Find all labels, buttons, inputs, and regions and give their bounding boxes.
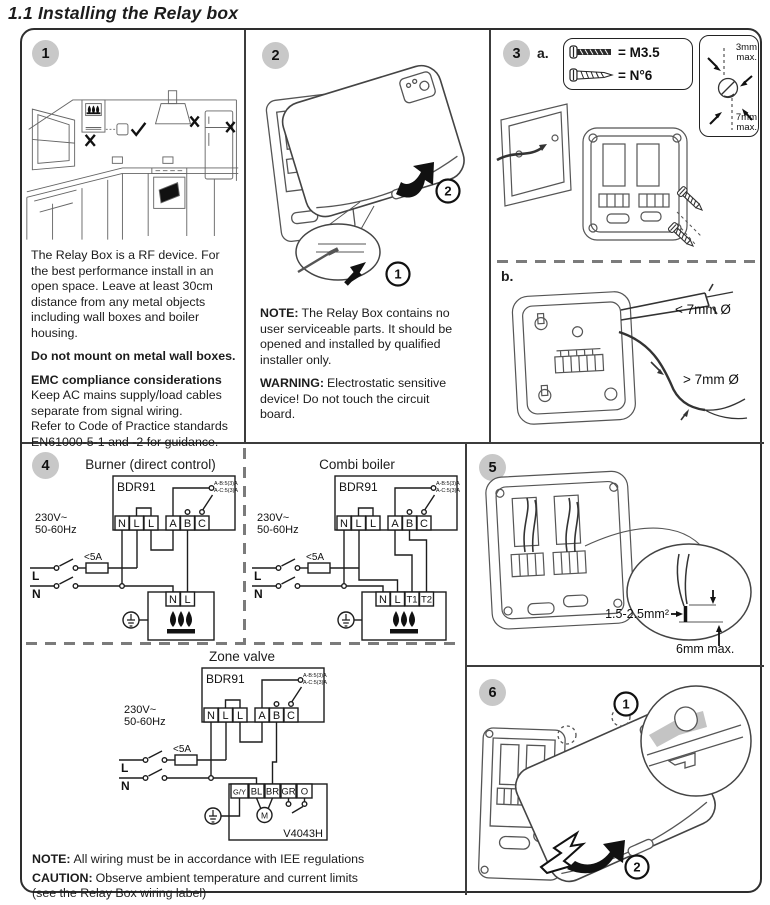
- combi-diagram-title: Combi boiler: [319, 457, 395, 472]
- panel1-text: [31, 248, 237, 458]
- zone-diagram-title: Zone valve: [208, 649, 276, 664]
- note-paragraph: NOTE: The Relay Box contains no user serviceable parts. It should be opened and installed by qualified installer only.: [260, 306, 453, 367]
- emc-paragraph-2: Refer to Code of Practice standards EN61000-5-1 and -2 for guidance.: [31, 419, 228, 449]
- svg-text:L: L: [184, 594, 191, 606]
- burner-combi-separator: [243, 448, 246, 642]
- svg-text:50-60Hz: 50-60Hz: [257, 524, 299, 536]
- svg-text:230V~: 230V~: [35, 512, 68, 524]
- panel-1: [22, 30, 244, 449]
- kitchen-illustration: [25, 68, 241, 244]
- svg-text:50-60Hz: 50-60Hz: [35, 524, 77, 536]
- svg-text:2: 2: [444, 183, 452, 199]
- wiring-caution-2: (see the Relay Box wiring label): [32, 886, 207, 900]
- wiring-diagram-combi: [250, 470, 465, 642]
- load-flame-icon: [390, 611, 418, 634]
- big-cable-label: > 7mm Ø: [683, 372, 739, 387]
- svg-text:L: L: [222, 710, 229, 722]
- svg-text:L: L: [394, 594, 401, 606]
- zone-valve-separator: [26, 642, 456, 645]
- step-badge-4: 4: [32, 452, 59, 479]
- svg-text:L: L: [133, 518, 140, 530]
- section-a-label: a.: [537, 45, 549, 61]
- strip-length-label: 6mm max.: [676, 642, 735, 656]
- svg-text:N: N: [121, 779, 130, 793]
- wood-screw-label: = N°6: [618, 68, 653, 83]
- svg-text:BDR91: BDR91: [117, 480, 156, 494]
- svg-text:L: L: [32, 569, 40, 583]
- ok-checkmark-icon: [132, 123, 146, 135]
- svg-text:<5A: <5A: [84, 552, 103, 563]
- svg-text:50-60Hz: 50-60Hz: [124, 716, 166, 728]
- svg-text:A-B:5(3)A: A-B:5(3)A: [436, 481, 460, 487]
- instruction-board: [20, 28, 762, 900]
- relay-box-close-illustration: [471, 671, 763, 893]
- svg-text:BR: BR: [265, 786, 280, 798]
- step-circle-1: [615, 693, 638, 716]
- svg-text:O: O: [300, 786, 309, 798]
- svg-text:A-C:5(3)A: A-C:5(3)A: [436, 488, 460, 494]
- svg-text:M: M: [260, 810, 269, 821]
- oven-icon: [152, 168, 187, 208]
- svg-text:N: N: [32, 587, 41, 601]
- svg-text:L: L: [236, 710, 244, 722]
- svg-text:A-B:5(3)A: A-B:5(3)A: [214, 481, 238, 487]
- svg-text:max.: max.: [736, 52, 757, 63]
- screw-depth-detail: [699, 35, 759, 137]
- svg-text:B: B: [272, 710, 281, 722]
- wire-strip-detail: [627, 544, 751, 640]
- warning-label: WARNING:: [260, 376, 325, 390]
- svg-text:C: C: [420, 518, 428, 530]
- svg-text:1: 1: [394, 266, 402, 282]
- svg-text:BDR91: BDR91: [206, 672, 245, 686]
- svg-text:L: L: [147, 518, 155, 530]
- no-metal-warning: Do not mount on metal wall boxes.: [31, 349, 236, 363]
- fridge-icon: [205, 111, 233, 179]
- earth-icon: [205, 798, 240, 824]
- svg-text:max.: max.: [736, 122, 757, 133]
- svg-text:B: B: [183, 518, 192, 530]
- step-badge-5: 5: [479, 454, 506, 481]
- step-badge-1: 1: [32, 40, 59, 67]
- svg-text:T1: T1: [406, 594, 418, 606]
- wiring-caution: CAUTION: Observe ambient temperature and current limits: [32, 871, 358, 885]
- emc-paragraph-1: Keep AC mains supply/load cables separate from signal wiring.: [31, 388, 222, 418]
- panel-6: [467, 667, 764, 895]
- wiring-diagram-burner: [28, 470, 243, 642]
- no-mount-x-icon: [86, 135, 95, 146]
- earth-icon: [338, 612, 362, 628]
- earth-icon: [123, 612, 148, 628]
- panel-2: [246, 30, 489, 442]
- step-circle-2: [626, 856, 649, 879]
- svg-text:A: A: [391, 518, 399, 530]
- svg-text:7mm: 7mm: [735, 112, 757, 123]
- step-badge-6: 6: [479, 679, 506, 706]
- no-mount-x-icon: [190, 116, 198, 126]
- relay-box-icon: [117, 124, 128, 135]
- step-badge-3: 3: [503, 40, 530, 67]
- wiring-notes: [32, 852, 457, 905]
- panel-4: [22, 444, 465, 900]
- svg-text:A-C:5(3)A: A-C:5(3)A: [303, 680, 327, 686]
- cable-entry-illustration: [493, 280, 761, 438]
- svg-text:BDR91: BDR91: [339, 480, 378, 494]
- note-label: NOTE:: [260, 306, 299, 320]
- emc-heading: EMC compliance considerations: [31, 372, 222, 387]
- svg-text:N: N: [379, 594, 387, 606]
- wiring-note: NOTE: All wiring must be in accordance with IEE regulations: [32, 852, 365, 866]
- svg-text:L: L: [369, 518, 377, 530]
- wallbox-mounting-illustration: [495, 94, 705, 258]
- warning-paragraph: WARNING: Electrostatic sensitive device! Do not touch the circuit board.: [260, 376, 447, 421]
- section-a-b-separator: [497, 260, 757, 263]
- svg-text:N: N: [340, 518, 348, 530]
- svg-text:230V~: 230V~: [257, 512, 290, 524]
- svg-text:230V~: 230V~: [124, 704, 157, 716]
- svg-text:N: N: [207, 710, 215, 722]
- svg-text:3mm: 3mm: [735, 42, 757, 53]
- svg-text:T2: T2: [420, 594, 433, 606]
- rf-device-paragraph: The Relay Box is a RF device. For the best performance install in an open space. Leave at least 30cm distance from any metal objects including wall boxes and boiler housing.: [31, 248, 220, 340]
- panel2-text: [260, 306, 464, 431]
- panel-3: [491, 30, 764, 442]
- svg-text:N: N: [254, 587, 263, 601]
- svg-text:BL: BL: [250, 786, 263, 798]
- svg-text:B: B: [405, 518, 414, 530]
- svg-text:<5A: <5A: [306, 552, 325, 563]
- svg-text:N: N: [169, 594, 177, 606]
- cooker-hood-icon: [156, 91, 191, 124]
- svg-text:V4043H: V4043H: [283, 828, 323, 840]
- svg-text:2: 2: [633, 859, 641, 875]
- svg-text:A: A: [258, 710, 266, 722]
- svg-text:<5A: <5A: [173, 744, 192, 755]
- svg-text:1: 1: [622, 696, 630, 712]
- step-circle-1: [387, 263, 410, 286]
- svg-text:GR: GR: [281, 786, 296, 798]
- backplate-cable-illustration: [473, 456, 761, 661]
- svg-text:C: C: [198, 518, 206, 530]
- svg-text:N: N: [118, 518, 126, 530]
- page-title: 1.1 Installing the Relay box: [8, 3, 239, 23]
- svg-text:L: L: [121, 761, 129, 775]
- burner-diagram-title: Burner (direct control): [85, 457, 216, 472]
- screw-head-icon: [719, 79, 738, 98]
- svg-text:L: L: [355, 518, 362, 530]
- svg-text:A: A: [169, 518, 177, 530]
- machine-screw-icon: [570, 46, 611, 58]
- relay-box-open-illustration: [260, 60, 470, 302]
- boiler-icon: [82, 100, 105, 132]
- svg-text:A-B:5(3)A: A-B:5(3)A: [303, 673, 327, 679]
- section-b-label: b.: [501, 268, 514, 284]
- svg-text:C: C: [287, 710, 295, 722]
- screw-legend: [563, 38, 693, 90]
- wire-size-label: 1.5-2.5mm²: [605, 607, 669, 621]
- svg-text:G/Y: G/Y: [233, 787, 246, 797]
- wood-screw-icon: [570, 69, 612, 81]
- load-flame-icon: [167, 611, 195, 634]
- wiring-diagram-zone-valve: [117, 662, 332, 846]
- svg-text:L: L: [254, 569, 262, 583]
- machine-screw-label: = M3.5: [618, 45, 660, 60]
- step-badge-2: 2: [262, 42, 289, 69]
- step-circle-2: [437, 180, 460, 203]
- boiler-flame-icon: [87, 105, 101, 114]
- small-cable-label: < 7mm Ø: [675, 302, 731, 317]
- panel-5: [467, 444, 764, 665]
- svg-text:A-C:5(3)A: A-C:5(3)A: [214, 488, 238, 494]
